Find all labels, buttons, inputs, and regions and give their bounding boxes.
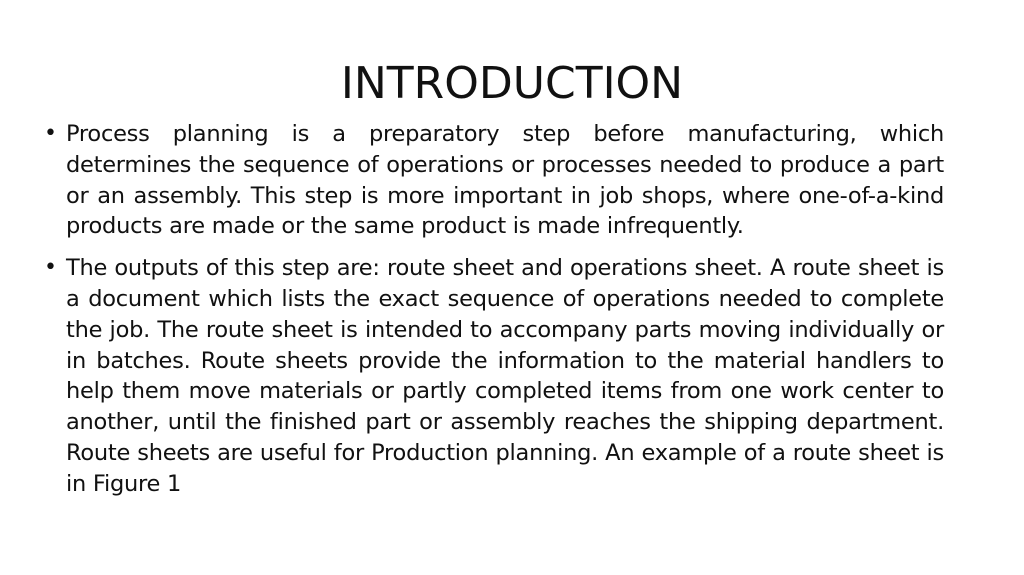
bullet-glyph: • [44,255,57,281]
bullet-item [44,253,944,499]
bullet-item [44,119,944,242]
bullet-text: The outputs of this step are: route sheet and operations sheet. A route sheet is a document which lists the exact sequence of operations needed to complete the job. The route sheet is intended to accompany parts moving individually or in batches. Route sheets provide the information to the material handlers to help them move materials or partly completed items from one work center to another, until the finished part or assembly reaches the shipping department. Route sheets are useful for Production planning. An example of a route sheet is in Figure 1 [66,255,944,497]
bullet-text: Process planning is a preparatory step before manufacturing, which determines the sequence of operations or processes needed to produce a part or an assembly. This step is more important in job shops, where one-of-a-kind products are made or the same product is made infrequently. [66,121,944,240]
bullet-list [44,119,944,511]
slide-title: INTRODUCTION [340,58,684,109]
bullet-glyph: • [44,121,57,146]
